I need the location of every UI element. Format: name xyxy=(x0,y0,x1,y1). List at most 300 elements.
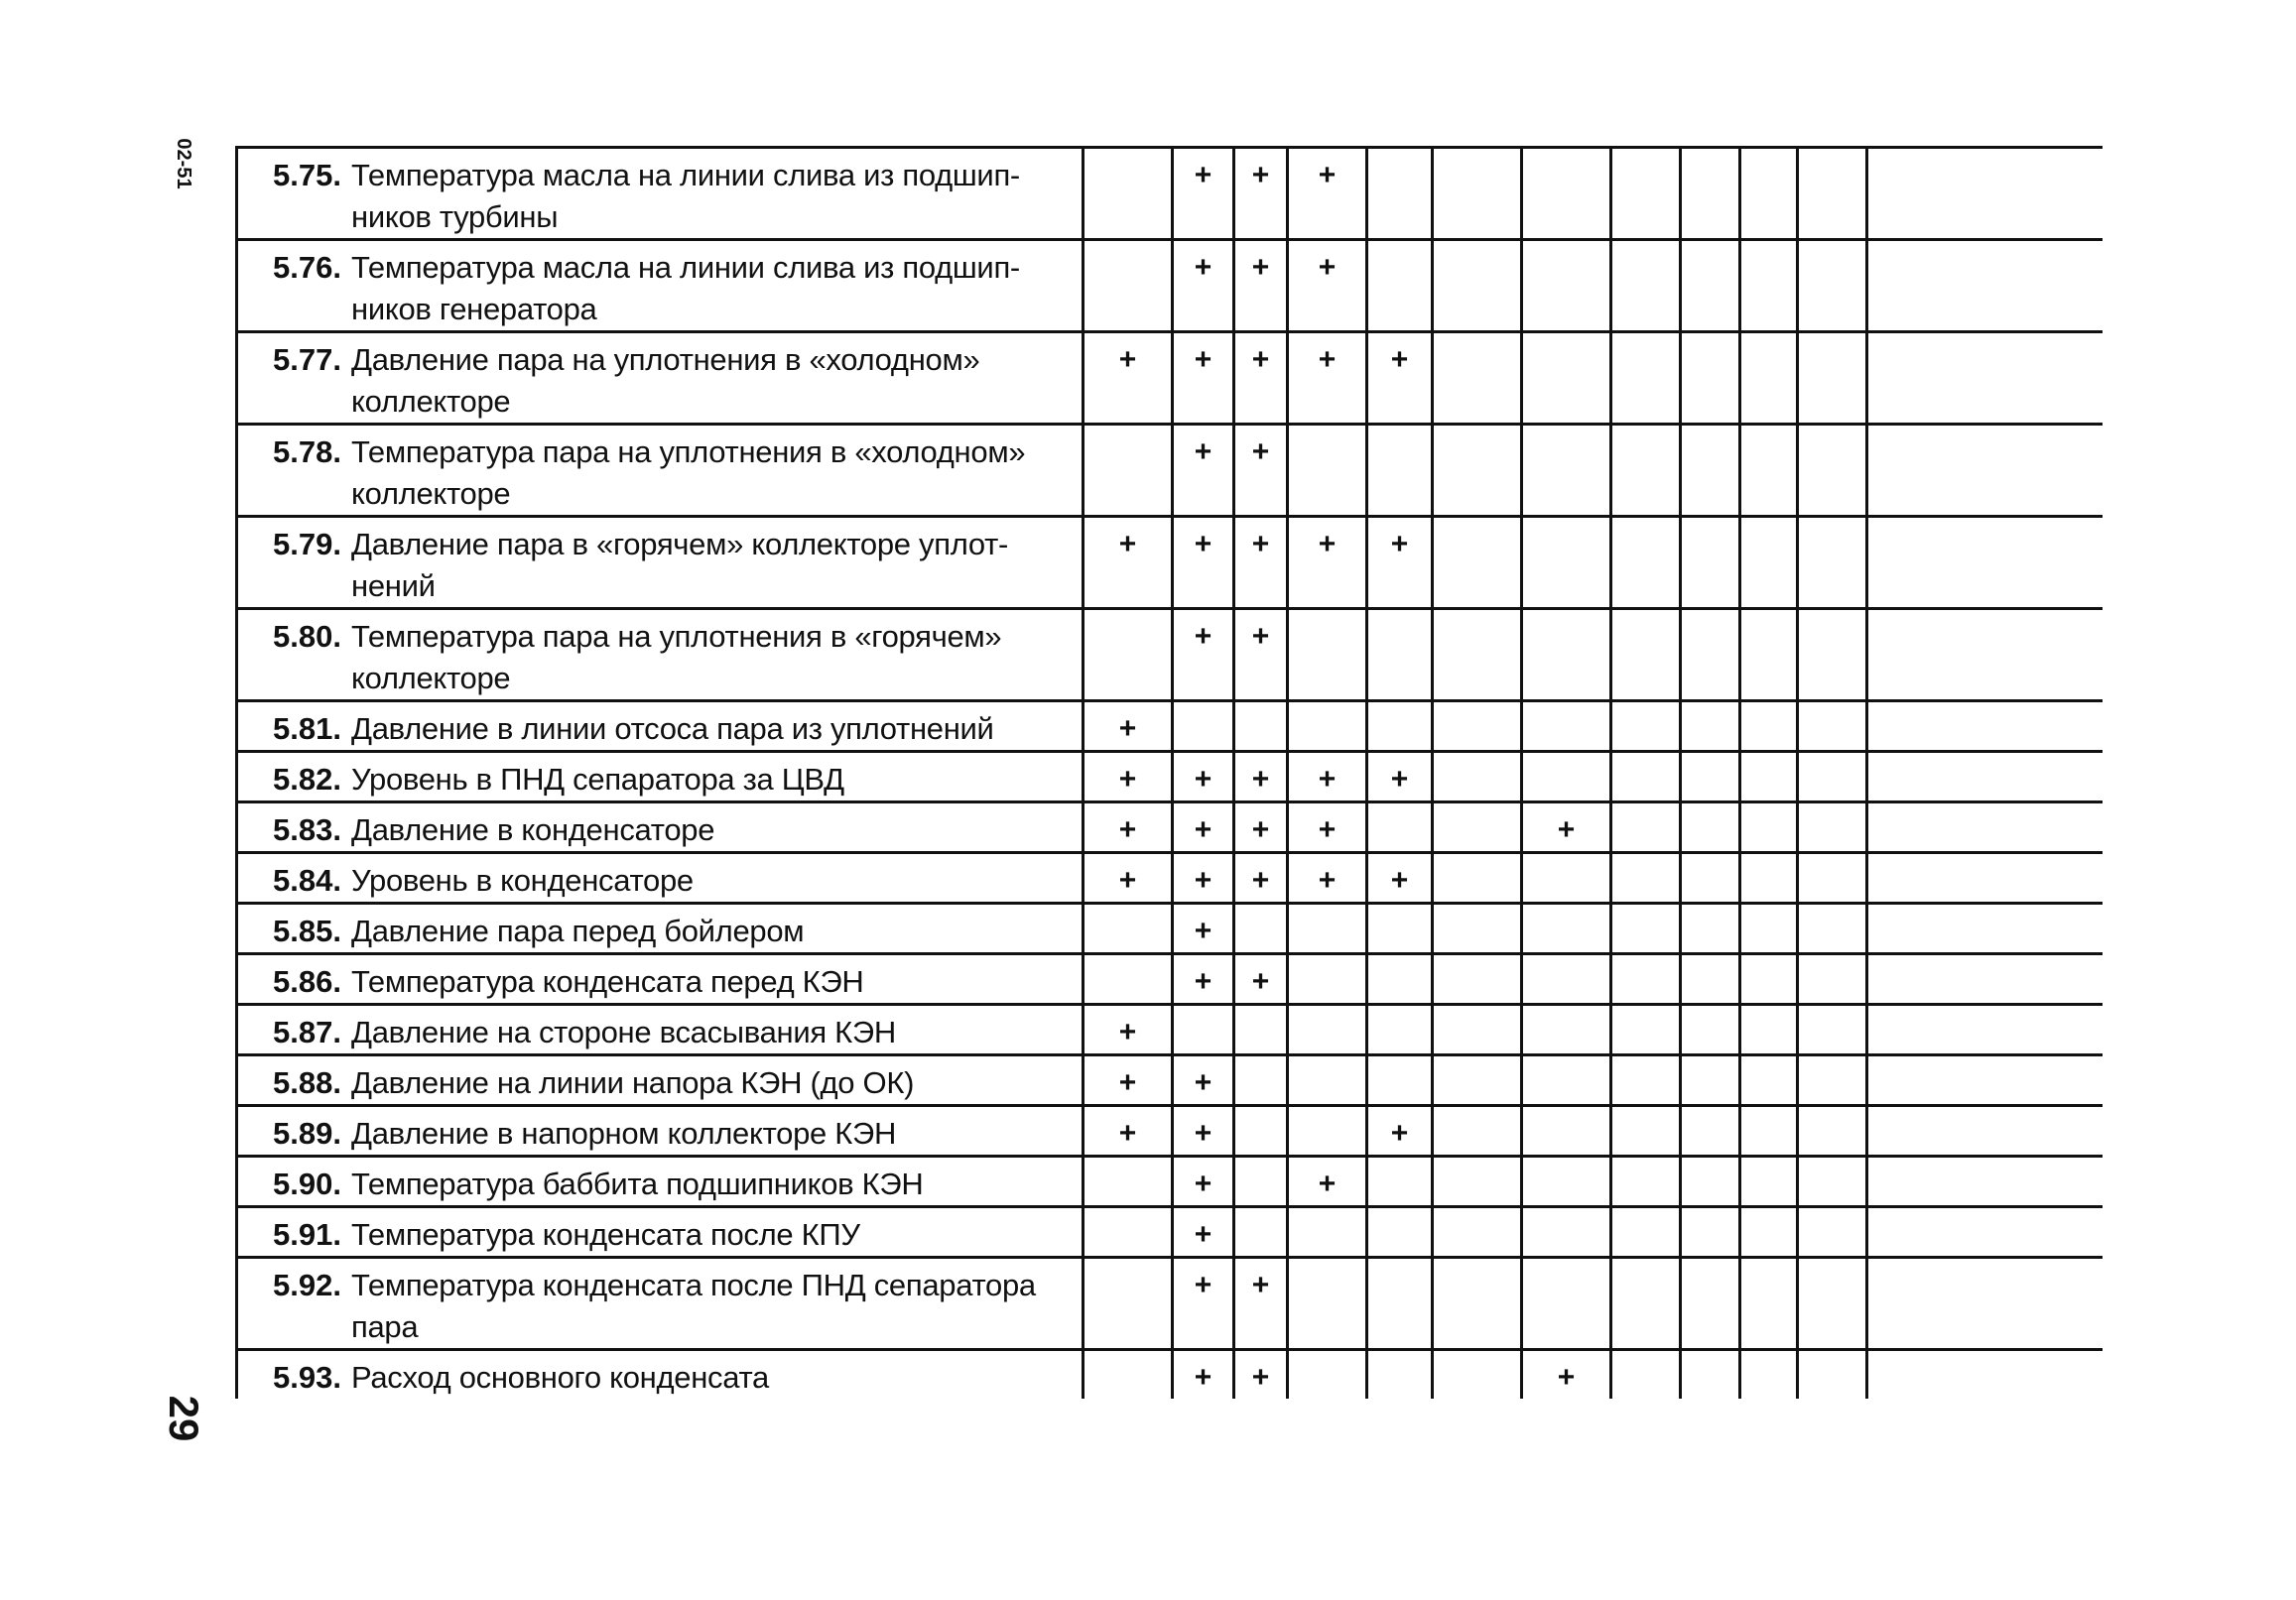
mark-cell xyxy=(1522,1106,1611,1157)
mark-cell xyxy=(1798,332,1867,425)
mark-cell xyxy=(1522,148,1611,240)
mark-cell: + xyxy=(1173,752,1234,802)
mark-cell: + xyxy=(1234,425,1288,517)
mark-cell xyxy=(1740,904,1798,954)
parameter-cell xyxy=(237,332,1084,425)
mark-cell xyxy=(1867,148,2104,240)
item-number: 5.79. xyxy=(273,527,341,561)
mark-cell xyxy=(1522,425,1611,517)
parameter-name: Давление в напорном коллекторе КЭН xyxy=(351,1116,897,1151)
mark-cell xyxy=(1740,1258,1798,1350)
mark-cell xyxy=(1367,609,1433,701)
mark-cell xyxy=(1740,853,1798,904)
parameter-cell xyxy=(237,1005,1084,1055)
mark-cell xyxy=(1433,954,1522,1005)
table-row xyxy=(237,148,2104,240)
mark-cell xyxy=(1798,1258,1867,1350)
table-row xyxy=(237,1258,2104,1350)
mark-cell xyxy=(1798,1350,1867,1400)
mark-cell xyxy=(1288,904,1367,954)
mark-cell xyxy=(1681,802,1740,853)
mark-cell xyxy=(1798,701,1867,752)
mark-cell xyxy=(1798,240,1867,332)
table-row xyxy=(237,1207,2104,1258)
mark-cell xyxy=(1681,1055,1740,1106)
mark-cell xyxy=(1867,425,2104,517)
parameter-name: Уровень в конденсаторе xyxy=(351,863,694,898)
mark-cell xyxy=(1740,332,1798,425)
mark-cell: + xyxy=(1234,954,1288,1005)
mark-cell xyxy=(1867,904,2104,954)
mark-cell xyxy=(1288,425,1367,517)
mark-cell xyxy=(1681,1207,1740,1258)
mark-cell xyxy=(1367,1258,1433,1350)
mark-cell xyxy=(1611,853,1681,904)
mark-cell xyxy=(1433,517,1522,609)
mark-cell: + xyxy=(1367,1106,1433,1157)
mark-cell: + xyxy=(1288,148,1367,240)
mark-cell xyxy=(1433,752,1522,802)
parameter-cell xyxy=(237,802,1084,853)
mark-cell xyxy=(1367,425,1433,517)
parameter-cell xyxy=(237,1157,1084,1207)
parameter-cell xyxy=(237,752,1084,802)
mark-cell xyxy=(1867,1258,2104,1350)
mark-cell xyxy=(1522,517,1611,609)
mark-cell xyxy=(1234,1055,1288,1106)
mark-cell: + xyxy=(1367,853,1433,904)
mark-cell xyxy=(1433,701,1522,752)
parameter-name: Температура пара на уплотнения в «холодном» коллекторе xyxy=(351,434,1026,511)
mark-cell xyxy=(1611,517,1681,609)
mark-cell xyxy=(1681,148,1740,240)
mark-cell xyxy=(1798,954,1867,1005)
page-number: 29 xyxy=(161,1395,207,1442)
mark-cell xyxy=(1611,240,1681,332)
mark-cell xyxy=(1681,701,1740,752)
mark-cell xyxy=(1084,1157,1173,1207)
mark-cell xyxy=(1522,609,1611,701)
mark-cell xyxy=(1740,1005,1798,1055)
mark-cell xyxy=(1611,425,1681,517)
mark-cell xyxy=(1740,240,1798,332)
mark-cell xyxy=(1433,609,1522,701)
mark-cell: + xyxy=(1234,1350,1288,1400)
parameter-cell xyxy=(237,1106,1084,1157)
mark-cell: + xyxy=(1367,332,1433,425)
parameter-name: Давление на линии напора КЭН (до ОК) xyxy=(351,1065,915,1100)
mark-cell xyxy=(1740,148,1798,240)
item-number: 5.84. xyxy=(273,863,341,898)
item-number: 5.86. xyxy=(273,964,341,999)
mark-cell: + xyxy=(1234,802,1288,853)
mark-cell xyxy=(1867,1055,2104,1106)
mark-cell xyxy=(1522,1005,1611,1055)
mark-cell: + xyxy=(1234,752,1288,802)
parameter-name: Давление на стороне всасывания КЭН xyxy=(351,1015,896,1049)
mark-cell xyxy=(1367,904,1433,954)
mark-cell xyxy=(1367,1055,1433,1106)
parameter-name: Температура конденсата после ПНД сепаратора пара xyxy=(351,1268,1036,1344)
mark-cell xyxy=(1433,1005,1522,1055)
mark-cell xyxy=(1522,1207,1611,1258)
table-row xyxy=(237,332,2104,425)
mark-cell: + xyxy=(1288,752,1367,802)
mark-cell xyxy=(1433,148,1522,240)
mark-cell xyxy=(1367,701,1433,752)
table-row xyxy=(237,609,2104,701)
mark-cell xyxy=(1867,752,2104,802)
mark-cell: + xyxy=(1173,240,1234,332)
mark-cell xyxy=(1867,1005,2104,1055)
mark-cell xyxy=(1433,1207,1522,1258)
mark-cell xyxy=(1367,148,1433,240)
mark-cell: + xyxy=(1173,1350,1234,1400)
mark-cell: + xyxy=(1173,1258,1234,1350)
item-number: 5.81. xyxy=(273,711,341,746)
mark-cell xyxy=(1367,1207,1433,1258)
mark-cell xyxy=(1367,954,1433,1005)
mark-cell xyxy=(1522,904,1611,954)
item-number: 5.77. xyxy=(273,342,341,377)
mark-cell xyxy=(1798,802,1867,853)
mark-cell xyxy=(1611,332,1681,425)
mark-cell: + xyxy=(1234,332,1288,425)
mark-cell xyxy=(1740,954,1798,1005)
parameter-name: Температура конденсата после КПУ xyxy=(351,1217,860,1252)
mark-cell xyxy=(1681,1157,1740,1207)
mark-cell: + xyxy=(1173,954,1234,1005)
mark-cell xyxy=(1367,240,1433,332)
mark-cell xyxy=(1433,802,1522,853)
mark-cell xyxy=(1740,517,1798,609)
mark-cell xyxy=(1433,240,1522,332)
parameter-name: Уровень в ПНД сепаратора за ЦВД xyxy=(351,762,844,797)
mark-cell: + xyxy=(1084,802,1173,853)
mark-cell xyxy=(1681,1106,1740,1157)
mark-cell: + xyxy=(1173,1157,1234,1207)
mark-cell xyxy=(1681,609,1740,701)
parameter-name: Давление пара перед бойлером xyxy=(351,914,805,948)
mark-cell xyxy=(1611,148,1681,240)
mark-cell xyxy=(1798,1207,1867,1258)
measurement-table-container xyxy=(235,146,2103,1462)
mark-cell xyxy=(1681,332,1740,425)
mark-cell xyxy=(1234,904,1288,954)
item-number: 5.91. xyxy=(273,1217,341,1252)
mark-cell xyxy=(1611,752,1681,802)
mark-cell xyxy=(1681,425,1740,517)
mark-cell xyxy=(1084,240,1173,332)
mark-cell xyxy=(1433,853,1522,904)
item-number: 5.87. xyxy=(273,1015,341,1049)
item-number: 5.75. xyxy=(273,158,341,192)
mark-cell xyxy=(1288,701,1367,752)
table-row xyxy=(237,752,2104,802)
mark-cell xyxy=(1367,1005,1433,1055)
mark-cell xyxy=(1740,1207,1798,1258)
mark-cell xyxy=(1611,1157,1681,1207)
mark-cell xyxy=(1867,517,2104,609)
table-row xyxy=(237,240,2104,332)
mark-cell xyxy=(1173,701,1234,752)
mark-cell: + xyxy=(1084,701,1173,752)
mark-cell: + xyxy=(1288,853,1367,904)
item-number: 5.80. xyxy=(273,619,341,654)
mark-cell xyxy=(1611,701,1681,752)
mark-cell: + xyxy=(1084,752,1173,802)
mark-cell xyxy=(1681,240,1740,332)
parameter-cell xyxy=(237,1350,1084,1400)
mark-cell xyxy=(1288,1055,1367,1106)
mark-cell: + xyxy=(1173,802,1234,853)
mark-cell xyxy=(1611,904,1681,954)
parameter-cell xyxy=(237,609,1084,701)
parameter-cell xyxy=(237,240,1084,332)
mark-cell xyxy=(1798,1157,1867,1207)
mark-cell xyxy=(1611,1207,1681,1258)
mark-cell xyxy=(1433,1350,1522,1400)
mark-cell: + xyxy=(1522,1350,1611,1400)
mark-cell: + xyxy=(1173,332,1234,425)
mark-cell: + xyxy=(1173,148,1234,240)
table-body xyxy=(237,148,2104,1400)
mark-cell xyxy=(1234,701,1288,752)
mark-cell xyxy=(1522,1157,1611,1207)
mark-cell xyxy=(1433,425,1522,517)
parameter-name: Температура масла на линии слива из подшип-ников турбины xyxy=(351,158,1020,234)
mark-cell xyxy=(1681,1005,1740,1055)
table-row xyxy=(237,517,2104,609)
mark-cell xyxy=(1433,1157,1522,1207)
mark-cell xyxy=(1611,1106,1681,1157)
parameter-name: Давление пара в «горячем» коллекторе уплот-нений xyxy=(351,527,1009,603)
item-number: 5.88. xyxy=(273,1065,341,1100)
mark-cell xyxy=(1798,752,1867,802)
table-row xyxy=(237,1106,2104,1157)
mark-cell xyxy=(1522,240,1611,332)
mark-cell: + xyxy=(1234,240,1288,332)
mark-cell xyxy=(1867,240,2104,332)
parameter-cell xyxy=(237,1207,1084,1258)
parameter-name: Температура пара на уплотнения в «горячем» коллекторе xyxy=(351,619,1002,695)
parameter-name: Температура масла на линии слива из подшип-ников генератора xyxy=(351,250,1020,326)
mark-cell xyxy=(1867,802,2104,853)
mark-cell xyxy=(1522,1055,1611,1106)
mark-cell xyxy=(1522,954,1611,1005)
mark-cell xyxy=(1084,1207,1173,1258)
table-row xyxy=(237,904,2104,954)
mark-cell: + xyxy=(1173,1055,1234,1106)
mark-cell: + xyxy=(1084,853,1173,904)
mark-cell xyxy=(1740,701,1798,752)
mark-cell xyxy=(1234,1005,1288,1055)
mark-cell xyxy=(1681,853,1740,904)
mark-cell: + xyxy=(1234,853,1288,904)
mark-cell xyxy=(1681,1258,1740,1350)
mark-cell xyxy=(1367,1350,1433,1400)
mark-cell: + xyxy=(1288,517,1367,609)
mark-cell xyxy=(1288,1005,1367,1055)
mark-cell xyxy=(1798,425,1867,517)
mark-cell xyxy=(1084,1258,1173,1350)
mark-cell xyxy=(1867,1207,2104,1258)
mark-cell: + xyxy=(1084,517,1173,609)
mark-cell xyxy=(1867,853,2104,904)
mark-cell xyxy=(1433,904,1522,954)
parameter-name: Давление в линии отсоса пара из уплотнений xyxy=(351,711,994,746)
mark-cell: + xyxy=(1234,609,1288,701)
table-row xyxy=(237,1350,2104,1400)
mark-cell xyxy=(1084,904,1173,954)
mark-cell xyxy=(1522,701,1611,752)
mark-cell xyxy=(1798,609,1867,701)
mark-cell: + xyxy=(1234,517,1288,609)
mark-cell xyxy=(1798,1106,1867,1157)
mark-cell: + xyxy=(1173,1207,1234,1258)
mark-cell: + xyxy=(1288,240,1367,332)
mark-cell xyxy=(1522,752,1611,802)
mark-cell xyxy=(1084,425,1173,517)
mark-cell: + xyxy=(1234,148,1288,240)
mark-cell: + xyxy=(1288,332,1367,425)
parameter-cell xyxy=(237,904,1084,954)
mark-cell xyxy=(1867,332,2104,425)
mark-cell xyxy=(1522,332,1611,425)
item-number: 5.82. xyxy=(273,762,341,797)
table-row xyxy=(237,954,2104,1005)
mark-cell xyxy=(1522,853,1611,904)
mark-cell xyxy=(1740,425,1798,517)
mark-cell xyxy=(1867,1157,2104,1207)
mark-cell xyxy=(1288,1106,1367,1157)
table-row xyxy=(237,853,2104,904)
parameter-cell xyxy=(237,517,1084,609)
mark-cell xyxy=(1433,1106,1522,1157)
mark-cell: + xyxy=(1367,517,1433,609)
mark-cell: + xyxy=(1367,752,1433,802)
mark-cell xyxy=(1798,904,1867,954)
mark-cell xyxy=(1288,609,1367,701)
mark-cell xyxy=(1611,1258,1681,1350)
mark-cell xyxy=(1367,802,1433,853)
mark-cell xyxy=(1740,1055,1798,1106)
parameter-name: Давление пара на уплотнения в «холодном» коллекторе xyxy=(351,342,980,419)
table-row xyxy=(237,701,2104,752)
mark-cell: + xyxy=(1084,332,1173,425)
mark-cell xyxy=(1084,609,1173,701)
mark-cell xyxy=(1611,1055,1681,1106)
mark-cell xyxy=(1611,954,1681,1005)
item-number: 5.93. xyxy=(273,1360,341,1395)
mark-cell xyxy=(1367,1157,1433,1207)
item-number: 5.78. xyxy=(273,434,341,469)
mark-cell xyxy=(1234,1106,1288,1157)
mark-cell xyxy=(1084,148,1173,240)
mark-cell: + xyxy=(1084,1055,1173,1106)
mark-cell xyxy=(1867,954,2104,1005)
mark-cell xyxy=(1611,802,1681,853)
mark-cell xyxy=(1611,1350,1681,1400)
mark-cell xyxy=(1681,904,1740,954)
mark-cell xyxy=(1173,1005,1234,1055)
mark-cell xyxy=(1798,1055,1867,1106)
mark-cell: + xyxy=(1522,802,1611,853)
mark-cell xyxy=(1740,752,1798,802)
mark-cell xyxy=(1867,1350,2104,1400)
mark-cell xyxy=(1798,148,1867,240)
mark-cell xyxy=(1867,1106,2104,1157)
mark-cell xyxy=(1433,1258,1522,1350)
mark-cell xyxy=(1798,1005,1867,1055)
mark-cell xyxy=(1288,1350,1367,1400)
mark-cell xyxy=(1433,1055,1522,1106)
item-number: 5.85. xyxy=(273,914,341,948)
parameter-cell xyxy=(237,954,1084,1005)
mark-cell: + xyxy=(1173,1106,1234,1157)
table-row xyxy=(237,1157,2104,1207)
mark-cell: + xyxy=(1173,425,1234,517)
mark-cell xyxy=(1740,1350,1798,1400)
mark-cell xyxy=(1740,1157,1798,1207)
item-number: 5.76. xyxy=(273,250,341,285)
item-number: 5.90. xyxy=(273,1167,341,1201)
mark-cell: + xyxy=(1288,802,1367,853)
mark-cell xyxy=(1681,752,1740,802)
mark-cell xyxy=(1681,954,1740,1005)
mark-cell xyxy=(1798,517,1867,609)
mark-cell: + xyxy=(1288,1157,1367,1207)
mark-cell xyxy=(1433,332,1522,425)
parameter-cell xyxy=(237,148,1084,240)
parameter-name: Расход основного конденсата xyxy=(351,1360,769,1395)
mark-cell xyxy=(1288,1258,1367,1350)
parameter-cell xyxy=(237,853,1084,904)
mark-cell xyxy=(1234,1157,1288,1207)
mark-cell: + xyxy=(1234,1258,1288,1350)
mark-cell xyxy=(1740,609,1798,701)
item-number: 5.83. xyxy=(273,812,341,847)
mark-cell xyxy=(1288,954,1367,1005)
table-row xyxy=(237,1055,2104,1106)
mark-cell xyxy=(1798,853,1867,904)
mark-cell xyxy=(1681,517,1740,609)
parameter-cell xyxy=(237,701,1084,752)
mark-cell: + xyxy=(1173,853,1234,904)
mark-cell: + xyxy=(1173,609,1234,701)
mark-cell: + xyxy=(1084,1106,1173,1157)
mark-cell xyxy=(1084,954,1173,1005)
mark-cell xyxy=(1084,1350,1173,1400)
mark-cell xyxy=(1234,1207,1288,1258)
measurement-table xyxy=(235,146,2103,1399)
parameter-cell xyxy=(237,1258,1084,1350)
mark-cell xyxy=(1611,609,1681,701)
mark-cell xyxy=(1867,609,2104,701)
mark-cell xyxy=(1740,1106,1798,1157)
mark-cell xyxy=(1611,1005,1681,1055)
item-number: 5.92. xyxy=(273,1268,341,1302)
mark-cell: + xyxy=(1084,1005,1173,1055)
mark-cell xyxy=(1867,701,2104,752)
parameter-cell xyxy=(237,425,1084,517)
mark-cell xyxy=(1522,1258,1611,1350)
mark-cell: + xyxy=(1173,517,1234,609)
mark-cell xyxy=(1681,1350,1740,1400)
item-number: 5.89. xyxy=(273,1116,341,1151)
table-row xyxy=(237,802,2104,853)
mark-cell xyxy=(1288,1207,1367,1258)
